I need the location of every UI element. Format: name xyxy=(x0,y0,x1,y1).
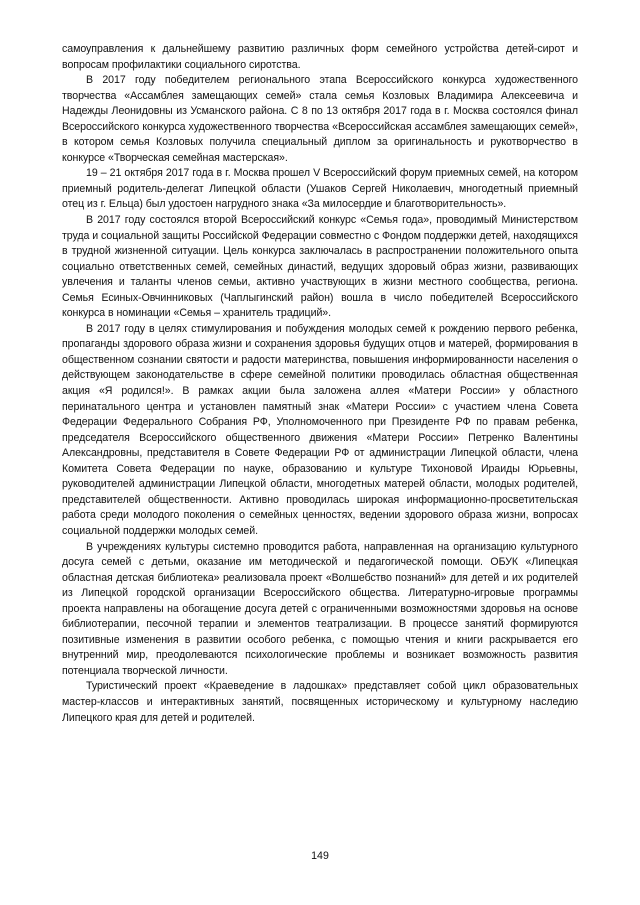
paragraph-born-campaign: В 2017 году в целях стимулирования и побуждения молодых семей к рождению первого ребенка, пропаганды здорового образа жизни и сохранения здоровья будущих отцов и матерей, формирования в общественном сознании святости и радости материнства, повышения информированности населения о действующем законодательстве в сфере семейной политики проводилась областная общественная акция «Я родился!». В рамках акции была заложена аллея «Матери России» у областного перинатального центра и установлен памятный знак «Матери России» с участием члена Совета Федерации Федерального Собрания РФ, Уполномоченного при Президенте РФ по правам ребенка, председателя Всероссийского общественного движения «Матери России» Петренко Валентины Александровны, представителя в Совете Федерации РФ от администрации Липецкой области, члена Комитета Совета Федерации по науке, образованию и культуре Тихоновой Ираиды Юрьевны, руководителей администрации Липецкой области, многодетных матерей области, молодых родителей, представителей общественности. Активно проводилась широкая информационно-просветительская работа среди молодого поколения о семейных ценностях, ведении здорового образа жизни, вопросах социальной поддержки молодых семей. xyxy=(62,322,578,537)
paragraph-culture-institutions: В учреждениях культуры системно проводится работа, направленная на организацию культурного досуга семей с детьми, оказание им методической и педагогической помощи. ОБУК «Липецкая областная детская библиотека» реализовала проект «Волшебство познаний» для детей и их родителей из Липецкой городской организации Всероссийского общества. Литературно-игровые программы проекта направлены на обогащение досуга детей с ограниченными возможностями здоровья на основе библиотерапии, песочной терапии и элементов театрализации. В процессе занятий формируются позитивные изменения в развитии особого ребенка, с помощью чтения и книги раскрывается его внутренний мир, преодолеваются психологические проблемы и возникает возможность развития потенциала творческой личности. xyxy=(62,540,578,677)
body-text xyxy=(62,42,578,726)
paragraph-family-of-year: В 2017 году состоялся второй Всероссийский конкурс «Семья года», проводимый Министерством труда и социальной защиты Российской Федерации совместно с Фондом поддержки детей, находящихся в трудной жизненной ситуации. Цель конкурса заключалась в распространении положительного опыта социально ответственных семей, семейных династий, ведущих здоровый образ жизни, развивающих увлечения и таланты членов семьи, активно участвующих в жизни местного сообщества, региона. Семья Есиных-Овчинниковых (Чаплыгинский район) вошла в число победителей Всероссийского конкурса в номинации «Семья – хранитель традиций». xyxy=(62,214,578,320)
paragraph-foster-forum: 19 – 21 октября 2017 года в г. Москва прошел V Всероссийский форум приемных семей, на котором приемный родитель-делегат Липецкой области (Ушаков Сергей Николаевич, многодетный приемный отец из г. Ельца) был удостоен нагрудного знака «За милосердие и благотворительность». xyxy=(62,167,578,211)
paragraph-continuation: самоуправления к дальнейшему развитию различных форм семейного устройства детей-сирот и вопросам профилактики социального сиротства. xyxy=(62,43,578,71)
paragraph-kozlov-family: В 2017 году победителем регионального этапа Всероссийского конкурса художественного творчества «Ассамблея замещающих семей» стала семья Козловых Владимира Алексеевича и Надежды Леонидовны из Усманского района. С 8 по 13 октября 2017 года в г. Москва состоялся финал Всероссийского конкурса художественного творчества «Всероссийская ассамблея замещающих семей», в котором семья Козловых получила специальный диплом за оригинальность и рукотворчество в конкурсе «Творческая семейная мастерская». xyxy=(62,74,578,164)
page-number: 149 xyxy=(311,850,329,862)
paragraph-tourist-project: Туристический проект «Краеведение в ладошках» представляет собой цикл образовательных мастер-классов и интерактивных занятий, посвященных историческому и культурному наследию Липецкого края для детей и родителей. xyxy=(62,680,578,724)
